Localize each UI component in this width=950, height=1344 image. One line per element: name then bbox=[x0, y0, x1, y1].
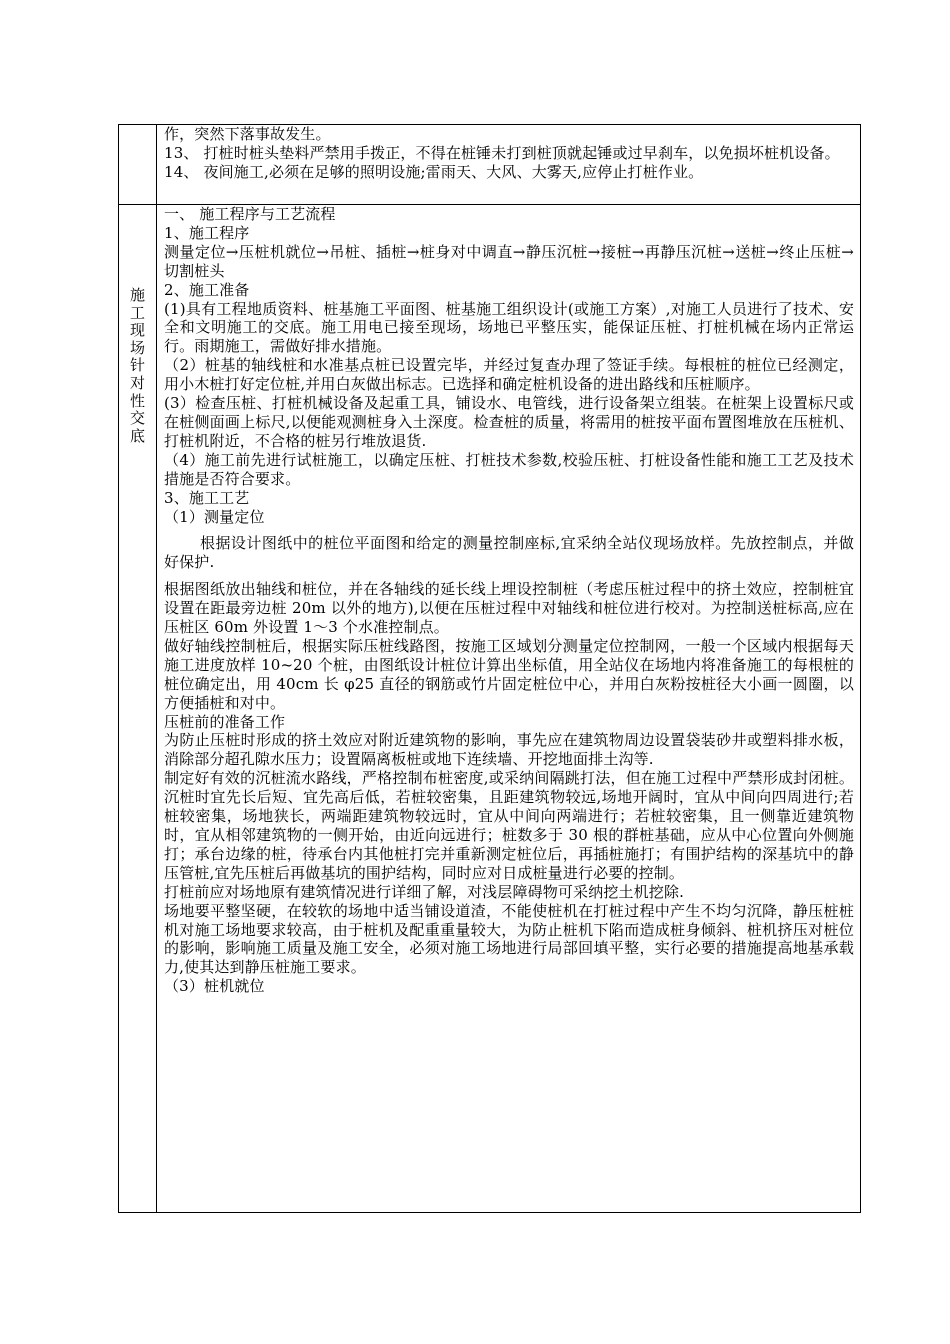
paragraph: 为防止压桩时形成的挤土效应对附近建筑物的影响，事先应在建筑物周边设置袋装砂井或塑料排水板，消除部分超孔隙水压力；设置隔离板桩或地下连续墙、开挖地面排土沟等. bbox=[164, 731, 854, 769]
subheading: （1）测量定位 bbox=[164, 507, 265, 526]
main-content-cell bbox=[157, 205, 861, 1213]
empty-label-cell bbox=[119, 125, 157, 205]
document-table bbox=[118, 124, 861, 1213]
continuation-text bbox=[157, 125, 860, 182]
subheading: 2、施工准备 bbox=[164, 280, 250, 299]
section-label-char: 交 bbox=[129, 409, 145, 428]
section-label-char: 工 bbox=[129, 303, 145, 322]
main-content bbox=[157, 205, 860, 996]
paragraph: （2）桩基的轴线桩和水准基点桩已设置完毕，并经过复查办理了签证手续。每根桩的桩位已经测定，用小木桩打好定位桩,并用白灰做出标志。已选择和确定桩机设备的进出路线和压桩顺序。 bbox=[164, 356, 854, 394]
paragraph: 打桩前应对场地原有建筑情况进行详细了解，对浅层障碍物可采纳挖土机挖除. bbox=[164, 882, 685, 901]
section-label-char: 施 bbox=[129, 286, 145, 304]
section-label-char: 对 bbox=[129, 373, 145, 392]
paragraph: (1)具有工程地质资料、桩基施工平面图、桩基施工组织设计(或施工方案）,对施工人员进行了技术、安全和文明施工的交底。施工用电已接至现场，场地已平整压实，能保证压桩、打桩机械在场内正常运行。雨期施工，需做好排水措施。 bbox=[164, 299, 854, 356]
subheading: 1、施工程序 bbox=[164, 223, 250, 242]
section-label-char: 针 bbox=[129, 356, 145, 375]
section-label-char: 现 bbox=[129, 321, 145, 340]
paragraph: 场地要平整坚硬，在较软的场地中适当铺设道渣，不能使桩机在打桩过程中产生不均匀沉降，静压桩桩机对施工场地要求较高，由于桩机及配重重量较大，为防止桩机下陷而造成桩身倾斜、桩机挤压对桩位的影响，影响施工质量及施工安全，必须对施工场地进行局部回填平整，实行必要的措施提高地基承载力,使其达到静压桩施工要求。 bbox=[164, 901, 854, 977]
paragraph: 制定好有效的沉桩流水路线，严格控制布桩密度,或采纳间隔跳打法，但在施工过程中严禁形成封闭桩。沉桩时宜先长后短、宜先高后低，若桩较密集，且距建筑物较远,场地开阔时，宜从中间向四周进行;若桩较密集，场地狭长，两端距建筑物较远时，宜从中间向两端进行；若桩较密集，且一侧靠近建筑物时，宜从相邻建筑物的一侧开始，由近向远进行；桩数多于 30 根的群桩基础，应从中心位置向外侧施打；承台边缘的桩，待承台内其他桩打完并重新测定桩位后，再插桩施打；有围护结构的深基坑中的静压管桩,宜先压桩后再做基坑的围护结构，同时应对日成桩量进行必要的控制。 bbox=[164, 769, 854, 882]
paragraph: 作，突然下落事故发生。 bbox=[164, 125, 331, 143]
paragraph: (3）检查压桩、打桩机械设备及起重工具，铺设水、电管线，进行设备架立组装。在桩架上设置标尺或在桩侧面画上标尺,以便能观测桩身入土深度。检查桩的质量，将需用的桩按平面布置图堆放在压桩机、打桩机附近，不合格的桩另行堆放退货. bbox=[164, 394, 854, 450]
paragraph: 根据图纸放出轴线和桩位，并在各轴线的延长线上埋设控制桩（考虑压桩过程中的挤土效应，控制桩宜设置在距最旁边桩 20m 以外的地方),以便在压桩过程中对轴线和桩位进行校对。为控制送桩标高,应在压桩区 60m 外设置 1～3 个水准控制点。 bbox=[164, 580, 854, 637]
table-row bbox=[119, 205, 861, 1213]
paragraph: 根据设计图纸中的桩位平面图和给定的测量控制座标,宜采纳全站仪现场放样。先放控制点，并做好保护. bbox=[164, 534, 854, 572]
paragraph: 测量定位→压桩机就位→吊桩、插桩→桩身对中调直→静压沉桩→接桩→再静压沉桩→送桩→终止压桩→切割桩头 bbox=[164, 242, 854, 280]
section-label bbox=[119, 205, 156, 445]
section-label-char: 性 bbox=[129, 391, 145, 410]
section-label-cell bbox=[119, 205, 157, 1213]
subheading: （3）桩机就位 bbox=[164, 977, 265, 996]
paragraph: （4）施工前先进行试桩施工，以确定压桩、打桩技术参数,校验压桩、打桩设备性能和施工工艺及技术措施是否符合要求。 bbox=[164, 450, 854, 488]
section-label-char: 底 bbox=[129, 426, 145, 445]
subheading: 3、施工工艺 bbox=[164, 488, 250, 507]
section-label-char: 场 bbox=[129, 338, 145, 357]
table-row bbox=[119, 125, 861, 205]
subheading: 压桩前的准备工作 bbox=[164, 712, 286, 731]
continuation-cell bbox=[157, 125, 861, 205]
heading: 一、 施工程序与工艺流程 bbox=[164, 205, 336, 223]
paragraph: 做好轴线控制桩后，根据实际压桩线路图，按施工区域划分测量定位控制网，一般一个区域内根据每天施工进度放样 10~20 个桩，由图纸设计桩位计算出坐标值，用全站仪在场地内将准备施工的每根桩的桩位确定出，用 40cm 长 φ25 直径的钢筋或竹片固定桩位中心，并用白灰粉按桩径大小画一圆圈，以方便插桩和对中。 bbox=[164, 636, 854, 712]
paragraph: 14、 夜间施工,必须在足够的照明设施;雷雨天、大风、大雾天,应停止打桩作业。 bbox=[164, 162, 704, 181]
paragraph: 13、 打桩时桩头垫料严禁用手拨正，不得在桩锤未打到桩顶就起锤或过早刹车，以免损坏桩机设备。 bbox=[164, 143, 840, 162]
